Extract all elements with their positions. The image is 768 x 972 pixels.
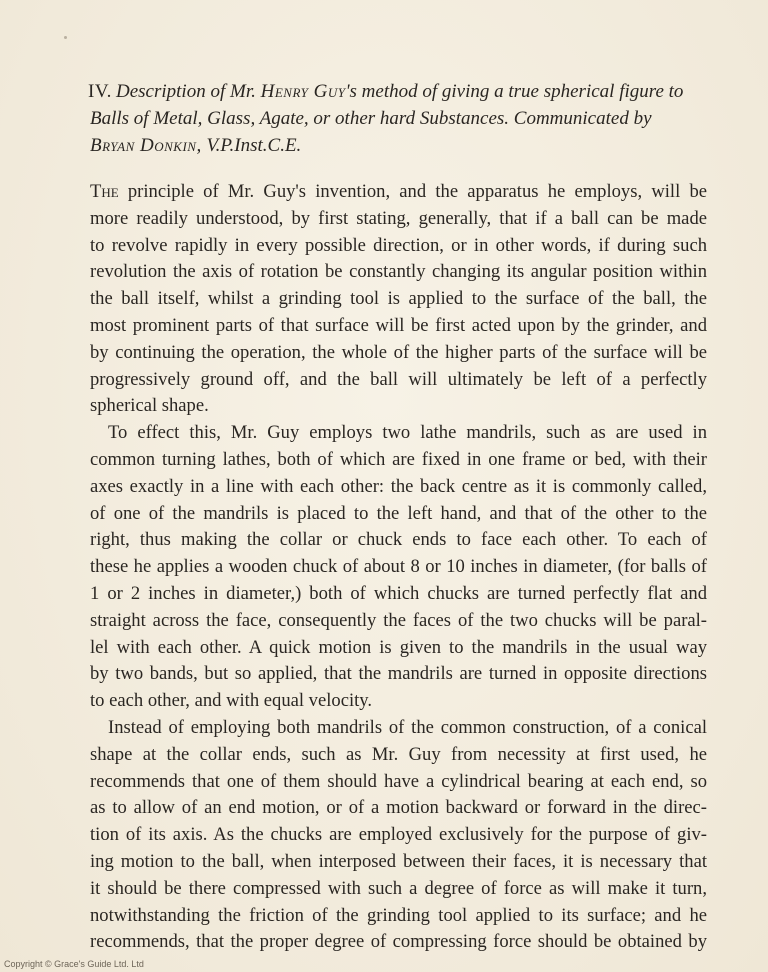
body-line: more readily understood, by first stating, generally, that if a ball can be made xyxy=(90,207,707,229)
article-heading xyxy=(90,78,690,159)
body-line: recommends that one of them should have a cylindrical bearing at each end, so xyxy=(90,770,707,792)
body-line: of one of the mandrils is placed to the left hand, and that of the other to the xyxy=(90,502,707,524)
body-line: To effect this, Mr. Guy employs two lathe mandrils, such as are used in xyxy=(108,422,707,444)
body-line: as to allow of an end motion, or of a motion backward or forward in the direc- xyxy=(90,797,707,819)
copyright-notice: Copyright © Grace's Guide Ltd. Ltd xyxy=(4,959,144,969)
body-line: to each other, and with equal velocity. xyxy=(90,690,373,712)
body-line: common turning lathes, both of which are fixed in one frame or bed, with their xyxy=(90,448,707,470)
communicator-name: Bryan Donkin, xyxy=(90,135,202,156)
body-line: by two bands, but so applied, that the mandrils are turned in opposite directions xyxy=(90,663,707,685)
article-body xyxy=(90,179,707,956)
body-line: ing motion to the ball, when interposed between their faces, it is necessary that xyxy=(90,850,707,872)
heading-line-2: Balls of Metal, Glass, Agate, or other hard Substances. Communicated by xyxy=(90,108,652,129)
body-line: straight across the face, consequently the faces of the two chucks will be paral- xyxy=(90,609,707,631)
body-line: by continuing the operation, the whole of the higher parts of the surface will be xyxy=(90,341,707,363)
body-line: lel with each other. A quick motion is given to the mandrils in the usual way xyxy=(90,636,707,658)
heading-line-3: Bryan Donkin, V.P.Inst.C.E. xyxy=(90,135,302,156)
body-line: Instead of employing both mandrils of the common construction, of a conical xyxy=(108,716,707,738)
body-line: right, thus making the collar or chuck ends to face each other. To each of xyxy=(90,529,707,551)
page-mark xyxy=(64,36,67,39)
body-line: tion of its axis. As the chucks are employed exclusively for the purpose of giv- xyxy=(90,824,707,846)
body-line: these he applies a wooden chuck of about 8 or 10 inches in diameter, (for balls of xyxy=(90,556,707,578)
body-line: it should be there compressed with such a degree of force as will make it turn, xyxy=(90,877,707,899)
body-line: axes exactly in a line with each other: the back centre as it is commonly called, xyxy=(90,475,707,497)
body-line: revolution the axis of rotation be constantly changing its angular position within xyxy=(90,261,707,283)
body-line: recommends, that the proper degree of compressing force should be obtained by xyxy=(90,931,707,953)
heading-line-1: Description of Mr. Henry Guy's method of giving a true spherical figure to xyxy=(116,81,684,102)
body-line: progressively ground off, and the ball will ultimately be left of a perfectly xyxy=(90,368,707,390)
body-line: The principle of Mr. Guy's invention, and the apparatus he employs, will be xyxy=(90,181,707,202)
article-number: IV. xyxy=(88,81,112,102)
body-line: 1 or 2 inches in diameter,) both of which chucks are turned perfectly flat and xyxy=(90,582,707,604)
body-line: the ball itself, whilst a grinding tool is applied to the surface of the ball, the xyxy=(90,288,707,310)
body-line: to revolve rapidly in every possible direction, or in other words, if during such xyxy=(90,234,707,256)
body-line: shape at the collar ends, such as Mr. Guy from necessity at first used, he xyxy=(90,743,707,765)
body-line: spherical shape. xyxy=(90,395,209,417)
body-line: notwithstanding the friction of the grinding tool applied to its surface; and he xyxy=(90,904,707,926)
author-name: Henry Guy xyxy=(260,81,346,102)
lead-word: The xyxy=(90,181,119,202)
body-line: most prominent parts of that surface will be first acted upon by the grinder, and xyxy=(90,314,707,336)
